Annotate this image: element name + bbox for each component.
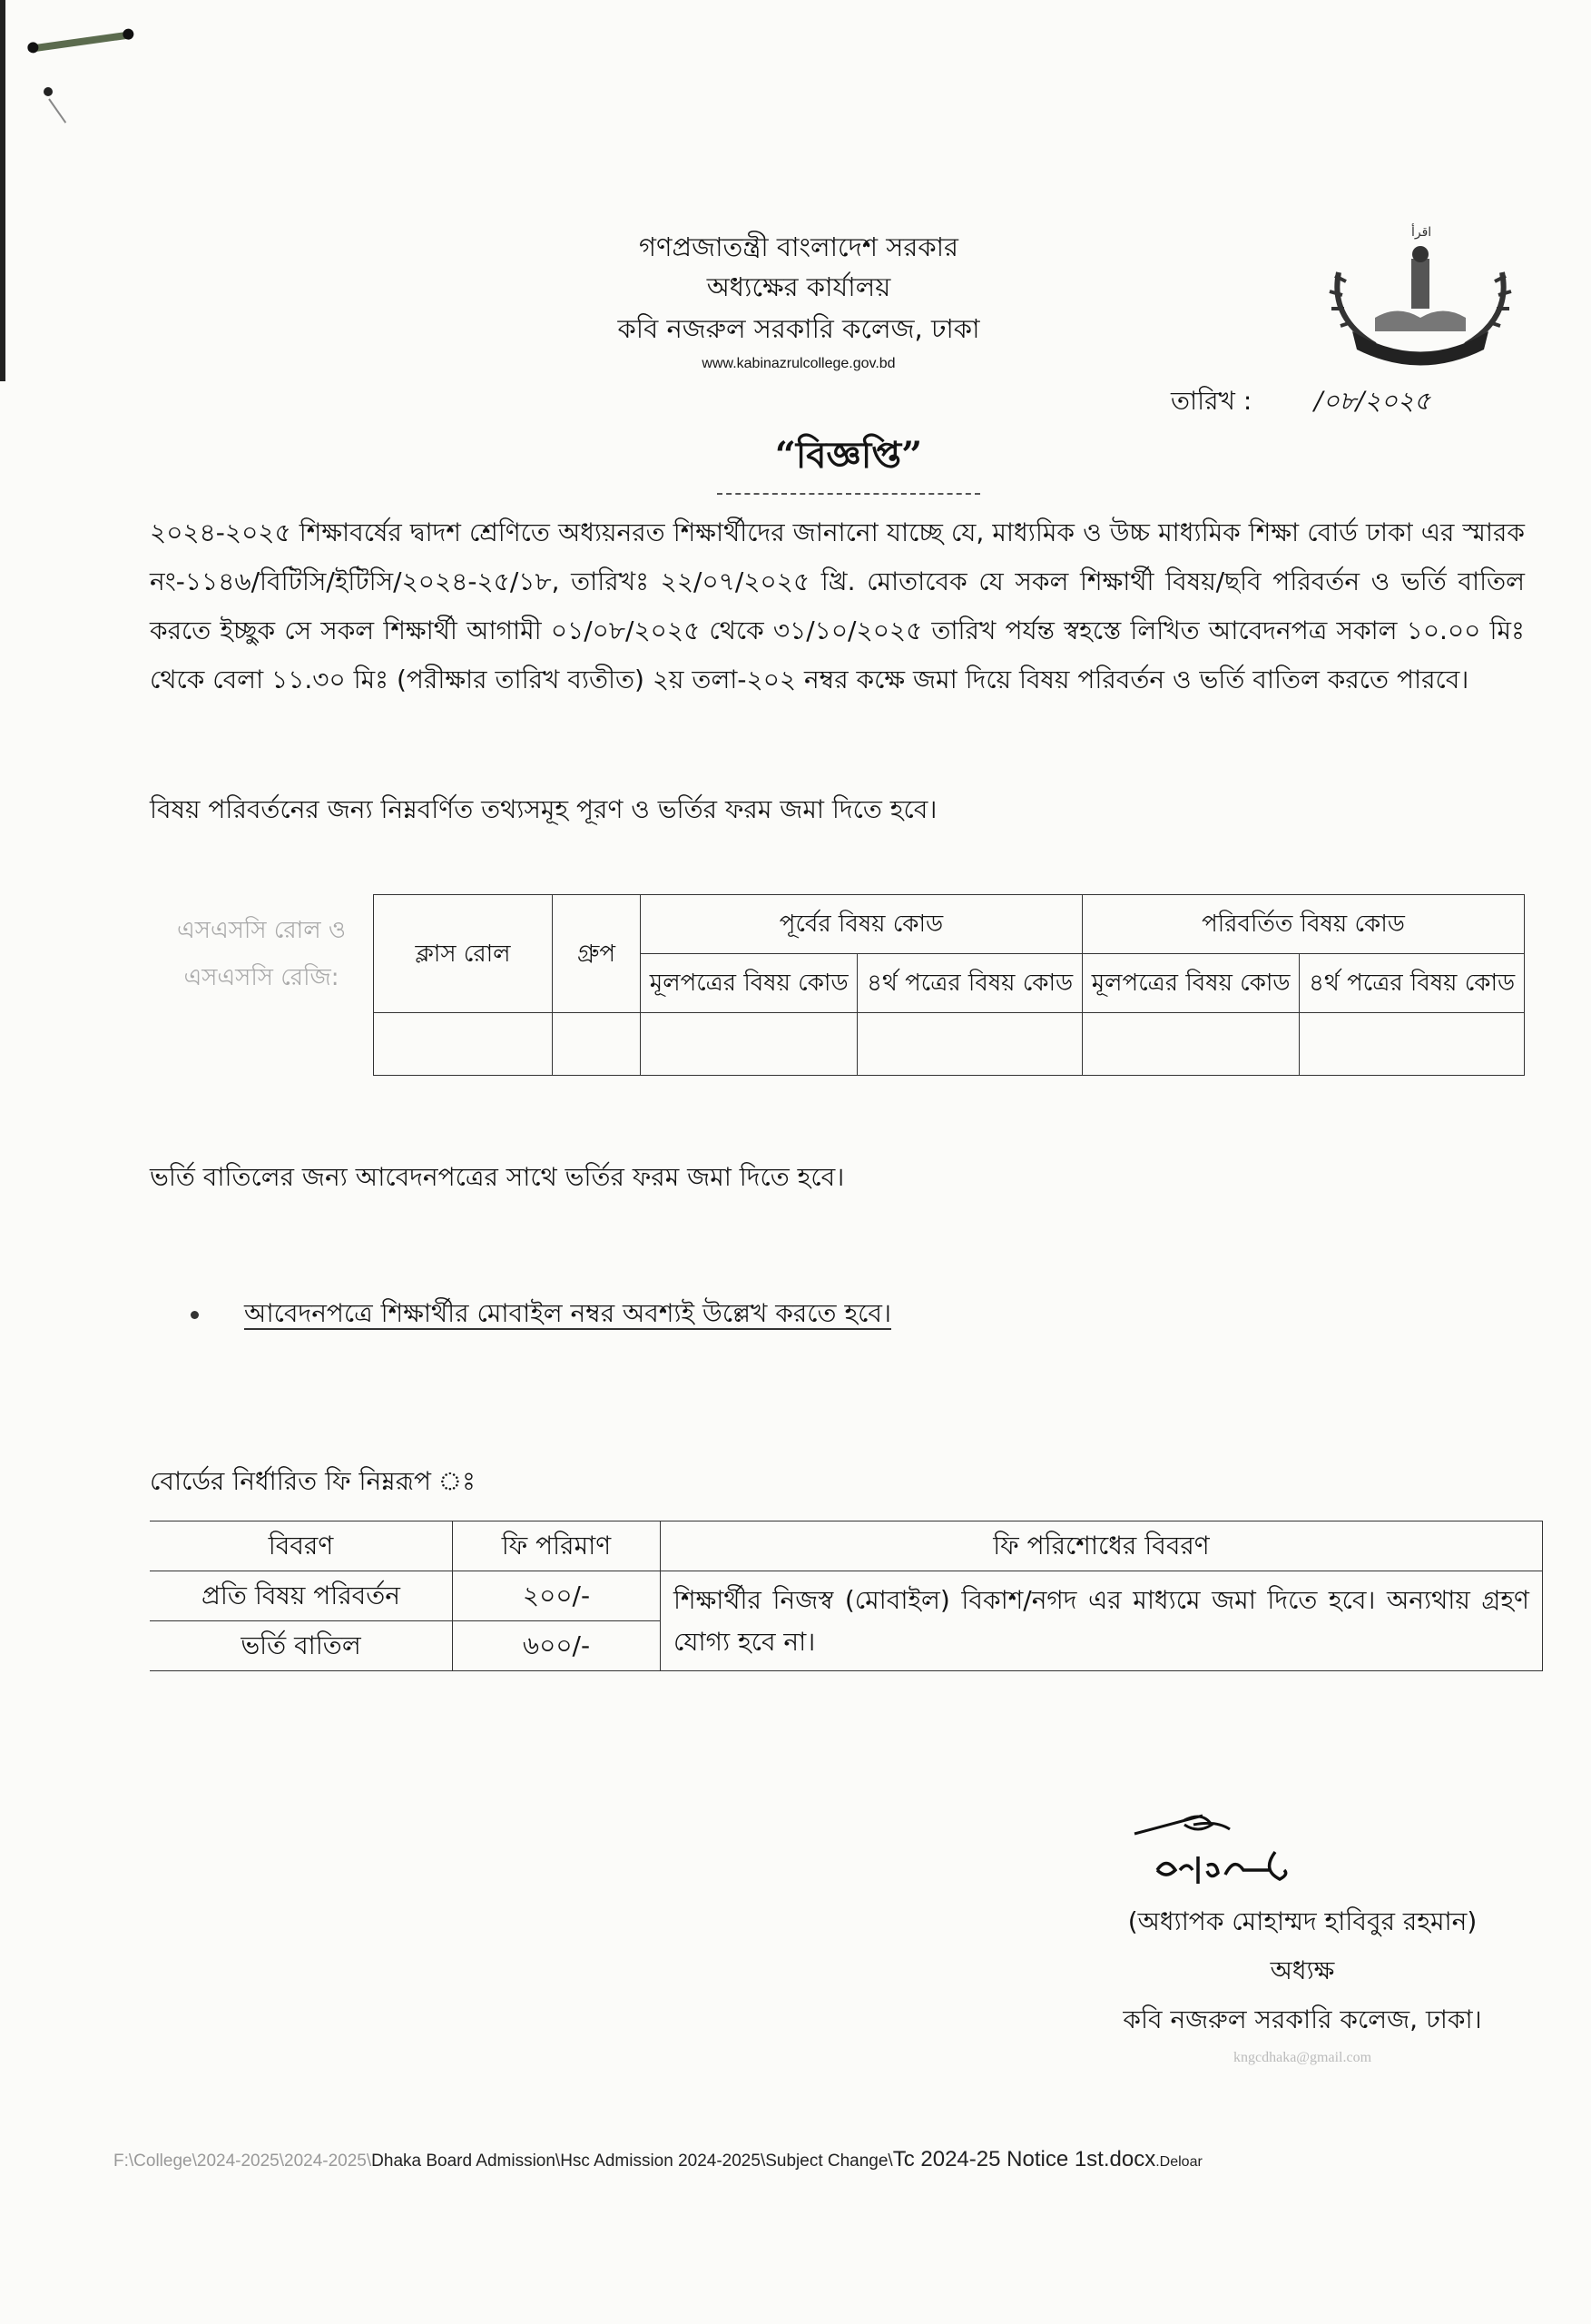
college-name: কবি নজরুল সরকারি কলেজ, ঢাকা bbox=[617, 313, 980, 344]
date-value: /০৮/২০২৫ bbox=[1314, 386, 1431, 416]
header-previous-subject-code: পূর্বের বিষয় কোড bbox=[641, 895, 1083, 954]
notice-date bbox=[1171, 381, 1430, 424]
signatory-block bbox=[1071, 1897, 1534, 2072]
notice-paragraph-3: ভর্তি বাতিলের জন্য আবেদনপত্রের সাথে ভর্তির ফরম জমা দিতে হবে। bbox=[150, 1162, 845, 1192]
subject-change-info-table bbox=[150, 894, 1525, 1076]
col-new-main-code: মূলপত্রের বিষয় কোড bbox=[1082, 954, 1299, 1013]
fee-amount: ২০০/- bbox=[453, 1571, 661, 1621]
pen-mark-line bbox=[48, 98, 66, 123]
fee-item: ভর্তি বাতিল bbox=[150, 1621, 453, 1671]
fee-payment-details: শিক্ষার্থীর নিজস্ব (মোবাইল) বিকাশ/নগদ এর মাধ্যমে জমা দিতে হবে। অন্যথায় গ্রহণ যোগ্য হবে না। bbox=[661, 1571, 1543, 1671]
office-name: অধ্যক্ষের কার্যালয় bbox=[706, 271, 891, 302]
path-faded: F:\College\2024-2025\2024-2025\ bbox=[113, 2152, 372, 2171]
bullet-text: আবেদনপত্রে শিক্ষার্থীর মোবাইল নম্বর অবশ্যই উল্লেখ করতে হবে। bbox=[244, 1298, 892, 1328]
fee-table-header bbox=[150, 1521, 1543, 1571]
cell-empty bbox=[553, 1013, 641, 1076]
fee-item: প্রতি বিষয় পরিবর্তন bbox=[150, 1571, 453, 1621]
col-ssc-roll-reg: এসএসসি রোল ও এসএসসি রেজি: bbox=[150, 895, 374, 1013]
scan-edge bbox=[0, 0, 5, 381]
svg-text:اقرأ: اقرأ bbox=[1411, 225, 1432, 240]
col-group: গ্রুপ bbox=[553, 895, 641, 1013]
signature-icon bbox=[1130, 1807, 1311, 1897]
college-emblem-icon bbox=[1321, 218, 1520, 372]
col-prev-fourth-code: ৪র্থ পত্রের বিষয় কোড bbox=[858, 954, 1083, 1013]
website-link[interactable]: www.kabinazrulcollege.gov.bd bbox=[702, 356, 896, 371]
pen-mark bbox=[44, 87, 53, 96]
fee-table bbox=[150, 1521, 1543, 1671]
fee-amount: ৬০০/- bbox=[453, 1621, 661, 1671]
col-new-fourth-code: ৪র্থ পত্রের বিষয় কোড bbox=[1300, 954, 1525, 1013]
author-name: Deloar bbox=[1159, 2154, 1203, 2170]
signatory-name: (অধ্যাপক মোহাম্মদ হাবিবুর রহমান) bbox=[1127, 1906, 1478, 1936]
notice-paragraph-2: বিষয় পরিবর্তনের জন্য নিম্নবর্ণিত তথ্যসমূহ পূরণ ও ভর্তির ফরম জমা দিতে হবে। bbox=[150, 794, 938, 824]
signatory-designation: অধ্যক্ষ bbox=[1270, 1955, 1335, 1985]
letterhead bbox=[545, 227, 1053, 378]
signatory-institution: কবি নজরুল সরকারি কলেজ, ঢাকা। bbox=[1123, 2004, 1482, 2034]
table-row-empty bbox=[150, 1013, 1525, 1076]
bullet-icon bbox=[191, 1311, 199, 1319]
fee-header-payment: ফি পরিশোধের বিবরণ bbox=[661, 1521, 1543, 1571]
fee-header-amount: ফি পরিমাণ bbox=[453, 1521, 661, 1571]
file-name: Tc 2024-25 Notice 1st.docx bbox=[892, 2147, 1156, 2171]
cell-empty bbox=[1082, 1013, 1299, 1076]
col-prev-main-code: মূলপত্রের বিষয় কোড bbox=[641, 954, 858, 1013]
cell-empty bbox=[374, 1013, 553, 1076]
notice-paragraph-1: ২০২৪-২০২৫ শিক্ষাবর্ষের দ্বাদশ শ্রেণিতে অধ্যয়নরত শিক্ষার্থীদের জানানো যাচ্ছে যে, মাধ্যমিক ও উচ্চ মাধ্যমিক শিক্ষা বোর্ড ঢাকা এর স্মারক নং-১১৪৬/বিটিসি/ইটিসি/২০২৪-২৫/১৮, তারিখঃ ২২/০৭/২০২৫ খ্রি. মোতাবেক যে সকল শিক্ষার্থী বিষয়/ছবি পরিবর্তন ও ভর্তি বাতিল করতে ইচ্ছুক সে সকল শিক্ষার্থী আগামী ০১/০৮/২০২৫ থেকে ৩১/১০/২০২৫ তারিখ পর্যন্ত স্বহস্তে লিখিত আবেদনপত্র সকাল ১০.০০ মিঃ থেকে বেলা ১১.৩০ মিঃ (পরীক্ষার তারিখ ব্যতীত) ২য় তলা-২০২ নম্বর কক্ষে জমা দিয়ে বিষয় পরিবর্তন ও ভর্তি বাতিল করতে পারবে। bbox=[150, 517, 1525, 694]
fee-header-item: বিবরণ bbox=[150, 1521, 453, 1571]
notice-title: “বিজ্ঞপ্তি” bbox=[717, 427, 980, 495]
cell-empty bbox=[641, 1013, 858, 1076]
cell-empty bbox=[1300, 1013, 1525, 1076]
path-main: Dhaka Board Admission\Hsc Admission 2024-2025\Subject Change\ bbox=[371, 2152, 893, 2171]
cell-empty bbox=[858, 1013, 1083, 1076]
col-class-roll: ক্লাস রোল bbox=[374, 895, 553, 1013]
date-label: তারিখ : bbox=[1171, 386, 1252, 416]
cell-empty bbox=[150, 1013, 374, 1076]
fee-intro: বোর্ডের নির্ধারিত ফি নিম্নরূপ ঃ bbox=[150, 1466, 476, 1496]
header-changed-subject-code: পরিবর্তিত বিষয় কোড bbox=[1082, 895, 1524, 954]
signatory-email[interactable]: kngcdhaka@gmail.com bbox=[1233, 2050, 1372, 2065]
document-file-path: F:\College\2024-2025\2024-2025\Dhaka Board Admission\Hsc Admission 2024-2025\Subject Change\Tc 2024-25 Notice 1st.docx.Deloar bbox=[113, 2147, 1203, 2171]
table-row bbox=[150, 1571, 1543, 1621]
bullet-note bbox=[191, 1294, 891, 1336]
government-name: গণপ্রজাতন্ত্রী বাংলাদেশ সরকার bbox=[638, 231, 959, 262]
staple-mark bbox=[31, 31, 131, 52]
